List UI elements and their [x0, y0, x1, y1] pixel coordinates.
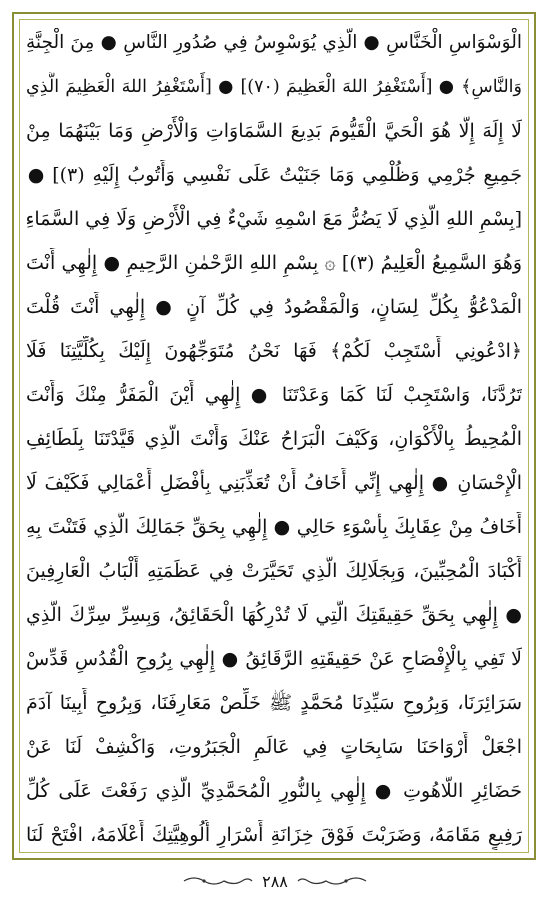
text-line: الْمُحِيطُ بِالْأَكْوَانِ، وَكَيْفَ الْبَرَاحُ عَنْكَ وَأَنْتَ الَّذِي قَيَّدْتَنَا بِلَطَائِفِ — [26, 428, 522, 450]
text-line: لَا إِلَهَ إِلَّا هُوَ الْحَيَّ الْقَيُّومَ بَدِيعَ السَّمَاوَاتِ وَالْأَرْضِ وَمَا بَيْنَهُمَا مِنْ — [26, 120, 522, 142]
page-number: ٢٨٨ — [262, 871, 288, 891]
text-line: رَفِيعٍ مَقَامَهُ، وَضَرَبْتَ فَوْقَ خِزَانَةِ أَسْرَارِ أُلُوهِيَّتِكَ أَعْلَامَهُ، افْتَحْ لَنَا — [26, 824, 522, 846]
left-ornament-icon — [182, 874, 254, 888]
text-line: الْمَدْعُوُّ بِكُلِّ لِسَانٍ، وَالْمَقْصُودُ فِي كُلِّ آنٍ ● إِلٰهِي أَنْتَ قُلْتَ — [26, 296, 522, 318]
text-line: تَرُدَّنَا، وَاسْتَجِبْ لَنَا كَمَا وَعَدْتَنَا ● إِلٰهِي أَيْنَ الْمَفَرُّ مِنْكَ وَأَنْتَ — [26, 384, 522, 406]
text-block — [26, 28, 522, 850]
page-frame — [12, 12, 536, 860]
text-line: اجْعَلْ أَرْوَاحَنَا سَابِحَاتٍ فِي عَالَمِ الْجَبَرُوتِ، وَاكْشِفْ لَنَا عَنْ — [26, 736, 522, 758]
text-line: حَضَائِرِ اللَّاهُوتِ ● إِلٰهِي بِالنُّورِ الْمُحَمَّدِيِّ الَّذِي رَفَعْتَ عَلَى كُلِّ — [26, 780, 522, 802]
text-line: وَهُوَ السَّمِيعُ الْعَلِيمُ (٣)] ۞ بِسْمِ اللهِ الرَّحْمٰنِ الرَّحِيمِ ● إِلٰهِي أَنْتَ — [26, 252, 522, 274]
text-line: ● إِلٰهِي بِحَقِّ حَقِيقَتِكَ الَّتِي لَا تُدْرِكُهَا الْحَقَائِقُ، وَبِسِرِّ سِرِّكَ الَّذِي — [26, 604, 522, 626]
text-line: الْإِحْسَانِ ● إِلٰهِي إِنِّي أَخَافُ أَنْ تُعَذِّبَنِي بِأَفْضَلِ أَعْمَالِي فَكَيْفَ لَا — [26, 472, 522, 494]
text-line: جَمِيعِ جُرْمِي وَظُلْمِي وَمَا جَنَيْتُ عَلَى نَفْسِي وَأَتُوبُ إِلَيْهِ (٣)] ● — [26, 164, 522, 186]
text-line: [بِسْمِ اللهِ الَّذِي لَا يَضُرُّ مَعَ اسْمِهِ شَيْءٌ فِي الْأَرْضِ وَلَا فِي السَّمَاءِ — [26, 208, 522, 230]
text-line: ﴿ادْعُونِي أَسْتَجِبْ لَكُمْ﴾ فَهَا نَحْنُ مُتَوَجِّهُونَ إِلَيْكَ بِكُلِّيَّتِنَا فَلَا — [26, 340, 522, 362]
right-ornament-icon — [296, 874, 368, 888]
text-line: وَالنَّاسِ﴾ ● [أَسْتَغْفِرُ اللهَ الْعَظِيمَ (٧٠)] ● [أَسْتَغْفِرُ اللهَ الْعَظِيمَ الَّذِي — [26, 77, 522, 97]
text-line: سَرَائِرَنَا، وَبِرُوحِ سَيِّدِنَا مُحَمَّدٍ ﷺ خَلِّصْ مَعَارِفَنَا، وَبِرُوحِ أَبِينَا آدَمَ — [26, 692, 522, 714]
text-line: أَكْبَادَ الْمُحِبِّينَ، وَبِجَلَالِكَ الَّذِي تَحَيَّرَتْ فِي عَظَمَتِهِ أَلْبَابُ الْعَارِفِينَ — [26, 560, 522, 582]
text-line: الْوَسْوَاسِ الْخَنَّاسِ ● الَّذِي يُوَسْوِسُ فِي صُدُورِ النَّاسِ ● مِنَ الْجِنَّةِ — [26, 32, 522, 53]
text-line: أَخَافُ مِنْ عِقَابِكَ بِأَسْوَءِ حَالِي ● إِلٰهِي بِحَقِّ جَمَالِكَ الَّذِي فَتَنْتَ بِهِ — [26, 516, 522, 538]
page-footer — [0, 868, 550, 894]
text-line: لَا تَفِي بِالْإِفْصَاحِ عَنْ حَقِيقَتِهِ الرَّقَائِقُ ● إِلٰهِي بِرُوحِ الْقُدُسِ قَدِّسْ — [26, 648, 522, 670]
